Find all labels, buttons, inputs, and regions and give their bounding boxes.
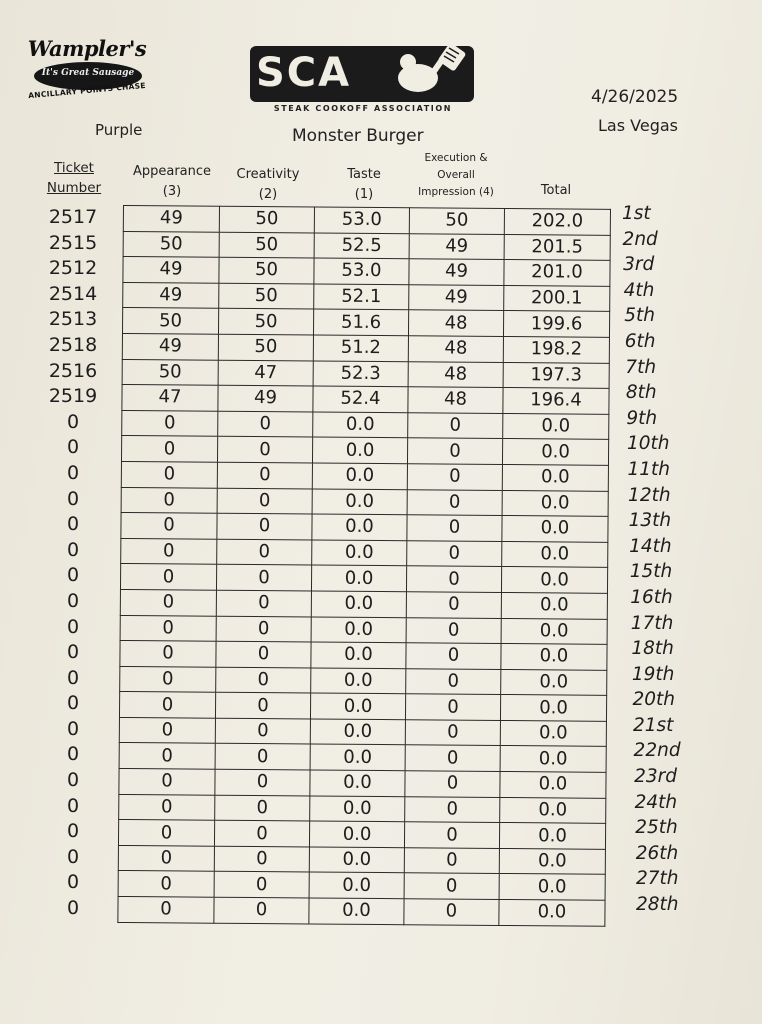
- taste-score: 0.0: [312, 514, 407, 540]
- total-score: 0.0: [500, 720, 606, 746]
- taste-score: 0.0: [310, 693, 405, 719]
- table-row: [119, 692, 606, 721]
- creativity-header-line: (2): [258, 187, 278, 202]
- creativity-score: 0: [214, 846, 309, 872]
- ticket-number: 0: [66, 666, 80, 689]
- taste-score: 52.1: [314, 284, 409, 310]
- appearance-score: 49: [123, 282, 219, 308]
- taste-score: 0.0: [310, 796, 405, 822]
- appearance-score: 0: [122, 410, 218, 436]
- table-row: [120, 564, 607, 593]
- total-score: 196.4: [503, 388, 609, 414]
- ticket-header-line: Number: [46, 180, 102, 196]
- total-score: 0.0: [502, 490, 608, 516]
- execution-score: 0: [404, 899, 499, 925]
- appearance-score: 0: [121, 436, 217, 462]
- taste-score: 0.0: [312, 489, 407, 515]
- appearance-score: 0: [121, 487, 217, 513]
- table-row: [123, 206, 610, 235]
- taste-score: 51.2: [313, 335, 408, 361]
- place-label: 27th: [636, 868, 679, 890]
- ticket-number: 2517: [48, 206, 98, 228]
- creativity-score: 49: [218, 385, 313, 411]
- taste-header-line: (1): [354, 187, 374, 202]
- place-label: 14th: [629, 535, 672, 557]
- execution-score: 49: [409, 233, 504, 259]
- ticket-number: 0: [66, 769, 80, 792]
- taste-score: 0.0: [310, 719, 405, 745]
- score-table-body: [118, 206, 611, 926]
- place-column: [622, 201, 702, 918]
- table-row: [122, 385, 609, 414]
- total-score: 0.0: [501, 567, 607, 593]
- ticket-number: 2519: [48, 385, 98, 408]
- creativity-score: 50: [218, 334, 313, 360]
- sca-logo-letters: SCA: [256, 50, 352, 96]
- creativity-score: 0: [216, 667, 311, 693]
- creativity-score: 47: [218, 360, 313, 386]
- table-row: [118, 845, 605, 874]
- total-score: 0.0: [501, 669, 607, 695]
- table-row: [121, 538, 608, 567]
- appearance-score: 0: [120, 589, 216, 615]
- place-label: 8th: [625, 382, 657, 404]
- score-table: [117, 205, 611, 926]
- execution-score: 0: [406, 617, 501, 643]
- ticket-number: 0: [66, 564, 80, 587]
- place-label: 7th: [625, 356, 657, 378]
- taste-score: 52.5: [314, 233, 409, 259]
- table-row: [122, 333, 609, 362]
- creativity-score: 0: [215, 744, 310, 770]
- creativity-score: 0: [215, 693, 310, 719]
- table-row: [120, 615, 607, 644]
- appearance-score: 50: [123, 231, 219, 257]
- place-label: 23rd: [634, 766, 677, 788]
- total-score: 0.0: [501, 644, 607, 670]
- execution-score: 0: [407, 464, 502, 490]
- execution-score: 0: [404, 873, 499, 899]
- taste-score: 0.0: [310, 770, 405, 796]
- creativity-score: 50: [219, 206, 314, 232]
- taste-score: 0.0: [310, 744, 405, 770]
- table-row: [121, 487, 608, 516]
- creativity-score: 0: [215, 718, 310, 744]
- place-label: 6th: [624, 330, 656, 352]
- ticket-number: 0: [66, 487, 80, 510]
- ticket-number: 0: [66, 871, 80, 894]
- creativity-score: 50: [219, 257, 314, 283]
- place-label: 1st: [622, 203, 651, 224]
- ticket-number: 0: [66, 615, 80, 638]
- execution-score: 0: [406, 668, 501, 694]
- appearance-score: 0: [121, 513, 217, 539]
- ticket-number: 2518: [48, 333, 98, 356]
- total-score: 198.2: [503, 336, 609, 362]
- ticket-number: 0: [66, 794, 80, 817]
- execution-header-line: Overall: [437, 169, 475, 181]
- appearance-score: 49: [122, 333, 218, 359]
- place-label: 13th: [628, 510, 672, 532]
- ticket-number: 0: [66, 538, 80, 561]
- taste-score: 0.0: [309, 821, 404, 847]
- total-score: 0.0: [499, 823, 605, 849]
- table-row: [118, 897, 605, 926]
- execution-score: 0: [404, 822, 499, 848]
- appearance-score: 0: [119, 743, 215, 769]
- creativity-score: 0: [214, 897, 309, 923]
- taste-score: 53.0: [314, 258, 409, 284]
- creativity-score: 0: [217, 462, 312, 488]
- execution-score: 48: [408, 387, 503, 413]
- total-score: 0.0: [499, 900, 605, 926]
- taste-score: 0.0: [312, 463, 407, 489]
- execution-score: 0: [406, 592, 501, 618]
- execution-score: 0: [405, 745, 500, 771]
- ticket-number: 2514: [48, 282, 98, 305]
- appearance-header-line: Appearance: [132, 164, 212, 179]
- total-score: 0.0: [503, 413, 609, 439]
- creativity-score: 0: [216, 590, 311, 616]
- taste-score: 0.0: [309, 847, 404, 873]
- appearance-score: 0: [120, 666, 216, 692]
- execution-score: 0: [407, 515, 502, 541]
- execution-score: 48: [408, 310, 503, 336]
- taste-header-line: Taste: [347, 167, 381, 182]
- taste-score: 0.0: [311, 591, 406, 617]
- appearance-score: 50: [122, 308, 218, 334]
- creativity-score: 0: [214, 820, 309, 846]
- place-label: 11th: [627, 458, 671, 480]
- total-score: 0.0: [502, 439, 608, 465]
- table-row: [118, 871, 605, 900]
- table-row: [120, 641, 607, 670]
- execution-header-line: Impression (4): [418, 186, 494, 198]
- total-score: 197.3: [503, 362, 609, 388]
- table-row: [121, 461, 608, 490]
- table-row: [119, 794, 606, 823]
- place-label: 10th: [626, 433, 670, 455]
- creativity-score: 0: [216, 616, 311, 642]
- place-label: 15th: [629, 561, 673, 583]
- appearance-score: 0: [119, 794, 215, 820]
- appearance-header-line: (3): [162, 184, 182, 199]
- ticket-number-header: [38, 158, 110, 198]
- date: 4/26/2025: [591, 87, 679, 107]
- creativity-score: 0: [217, 513, 312, 539]
- total-score: 0.0: [502, 516, 608, 542]
- taste-score: 0.0: [312, 540, 407, 566]
- taste-score: 0.0: [309, 898, 404, 924]
- place-label: 16th: [630, 586, 673, 608]
- table-row: [122, 410, 609, 439]
- ticket-number: 2513: [48, 308, 98, 331]
- creativity-score: 0: [215, 769, 310, 795]
- place-label: 24th: [634, 791, 678, 813]
- creativity-score: 50: [219, 283, 314, 309]
- table-row: [119, 769, 606, 798]
- total-score: 199.6: [503, 311, 609, 337]
- total-score: 0.0: [501, 592, 607, 618]
- place-label: 3rd: [623, 254, 655, 276]
- creativity-header-line: Creativity: [236, 167, 300, 182]
- total-score: 202.0: [504, 208, 610, 234]
- ticket-number: 0: [66, 436, 80, 459]
- place-label: 2nd: [622, 228, 658, 250]
- appearance-score: 0: [118, 820, 214, 846]
- ticket-number-column: [38, 205, 108, 922]
- taste-score: 0.0: [311, 565, 406, 591]
- execution-score: 0: [406, 643, 501, 669]
- execution-score: 0: [408, 412, 503, 438]
- place-label: 5th: [624, 305, 655, 327]
- appearance-score: 0: [120, 615, 216, 641]
- total-score: 0.0: [502, 464, 608, 490]
- place-label: 21st: [633, 714, 674, 736]
- place-label: 28th: [636, 894, 679, 916]
- taste-score: 0.0: [312, 437, 407, 463]
- ticket-header-line: Ticket: [54, 160, 94, 176]
- total-header: [506, 181, 606, 201]
- table-row: [122, 359, 609, 388]
- appearance-score: 0: [121, 461, 217, 487]
- total-header-line: Total: [540, 183, 572, 198]
- ticket-number: 0: [66, 641, 80, 664]
- execution-header: [408, 150, 504, 201]
- appearance-score: 0: [120, 564, 216, 590]
- ticket-number: 0: [66, 513, 80, 536]
- taste-score: 53.0: [314, 207, 409, 233]
- execution-score: 48: [408, 336, 503, 362]
- creativity-score: 0: [217, 488, 312, 514]
- ticket-number: 0: [66, 820, 80, 843]
- ticket-number: 0: [66, 897, 80, 920]
- place-label: 19th: [631, 663, 675, 685]
- appearance-score: 0: [119, 692, 215, 718]
- wamplers-logo-name: Wampler's: [27, 36, 147, 61]
- ticket-number: 2516: [48, 359, 98, 382]
- total-score: 0.0: [502, 541, 608, 567]
- sca-logo-subtitle: STEAK COOKOFF ASSOCIATION: [273, 104, 453, 113]
- ticket-number: 0: [66, 692, 80, 715]
- appearance-score: 0: [119, 717, 215, 743]
- color-label: Purple: [95, 121, 143, 139]
- execution-score: 50: [409, 208, 504, 234]
- execution-score: 0: [407, 438, 502, 464]
- table-row: [118, 820, 605, 849]
- place-label: 22nd: [633, 740, 681, 762]
- execution-score: 0: [407, 540, 502, 566]
- total-score: 0.0: [501, 618, 607, 644]
- wamplers-logo-tagline: It's Great Sausage: [41, 68, 135, 78]
- creativity-score: 0: [217, 539, 312, 565]
- appearance-score: 47: [122, 385, 218, 411]
- ticket-number: 0: [66, 845, 80, 868]
- creativity-score: 0: [214, 872, 309, 898]
- wamplers-logo-arc-text: ANCILLARY POINTS CHASE: [27, 80, 147, 101]
- execution-score: 49: [409, 259, 504, 285]
- table-row: [121, 436, 608, 465]
- appearance-score: 0: [118, 871, 214, 897]
- taste-score: 0.0: [311, 616, 406, 642]
- taste-header: [318, 165, 410, 205]
- execution-score: 0: [406, 566, 501, 592]
- execution-header-line: Execution &: [424, 152, 488, 164]
- taste-score: 52.4: [313, 386, 408, 412]
- execution-score: 0: [405, 771, 500, 797]
- place-label: 9th: [626, 407, 658, 429]
- place-label: 26th: [635, 842, 679, 864]
- table-row: [123, 257, 610, 286]
- taste-score: 51.6: [313, 309, 408, 335]
- creativity-score: 0: [218, 411, 313, 437]
- sca-logo: [250, 44, 476, 116]
- taste-score: 0.0: [309, 872, 404, 898]
- place-label: 17th: [630, 612, 674, 634]
- total-score: 201.5: [504, 234, 610, 260]
- taste-score: 0.0: [311, 668, 406, 694]
- place-label: 20th: [632, 689, 675, 711]
- total-score: 0.0: [500, 797, 606, 823]
- table-row: [123, 282, 610, 311]
- ticket-number: 0: [66, 410, 80, 433]
- creativity-score: 50: [218, 309, 313, 335]
- table-row: [121, 513, 608, 542]
- execution-score: 0: [405, 796, 500, 822]
- ticket-number: 0: [66, 589, 80, 612]
- execution-score: 48: [408, 361, 503, 387]
- total-score: 0.0: [499, 848, 605, 874]
- total-score: 0.0: [500, 772, 606, 798]
- creativity-score: 50: [219, 232, 314, 258]
- place-label: 18th: [631, 638, 674, 660]
- ticket-number: 2515: [48, 231, 98, 254]
- creativity-score: 0: [216, 641, 311, 667]
- place-label: 12th: [628, 484, 671, 506]
- table-row: [119, 717, 606, 746]
- execution-score: 0: [405, 720, 500, 746]
- appearance-score: 0: [119, 769, 215, 795]
- location: Las Vegas: [598, 116, 678, 135]
- total-score: 0.0: [499, 874, 605, 900]
- execution-score: 0: [404, 848, 499, 874]
- taste-score: 0.0: [311, 642, 406, 668]
- total-score: 0.0: [500, 746, 606, 772]
- appearance-score: 49: [123, 206, 219, 232]
- total-score: 201.0: [504, 260, 610, 286]
- table-row: [122, 308, 609, 337]
- ticket-number: 0: [66, 743, 80, 766]
- place-label: 25th: [635, 817, 678, 839]
- appearance-score: 49: [123, 257, 219, 283]
- ticket-number: 0: [66, 461, 80, 484]
- creativity-score: 0: [215, 795, 310, 821]
- creativity-header: [222, 165, 314, 205]
- table-row: [123, 231, 610, 260]
- appearance-score: 0: [121, 538, 217, 564]
- spatula-icon: [250, 44, 476, 104]
- taste-score: 0.0: [313, 412, 408, 438]
- table-row: [120, 589, 607, 618]
- table-row: [119, 743, 606, 772]
- execution-score: 0: [407, 489, 502, 515]
- appearance-score: 0: [118, 845, 214, 871]
- ticket-number: 2512: [48, 257, 98, 280]
- creativity-score: 0: [216, 565, 311, 591]
- ticket-number: 0: [66, 717, 80, 740]
- total-score: 0.0: [500, 695, 606, 721]
- appearance-score: 0: [118, 897, 214, 923]
- execution-score: 49: [409, 285, 504, 311]
- appearance-score: 50: [122, 359, 218, 385]
- appearance-header: [126, 162, 218, 202]
- execution-score: 0: [405, 694, 500, 720]
- category-title: Monster Burger: [292, 126, 424, 146]
- creativity-score: 0: [217, 437, 312, 463]
- place-label: 4th: [623, 279, 655, 301]
- total-score: 200.1: [504, 285, 610, 311]
- appearance-score: 0: [120, 641, 216, 667]
- wamplers-logo: [22, 36, 152, 114]
- table-row: [120, 666, 607, 695]
- taste-score: 52.3: [313, 361, 408, 387]
